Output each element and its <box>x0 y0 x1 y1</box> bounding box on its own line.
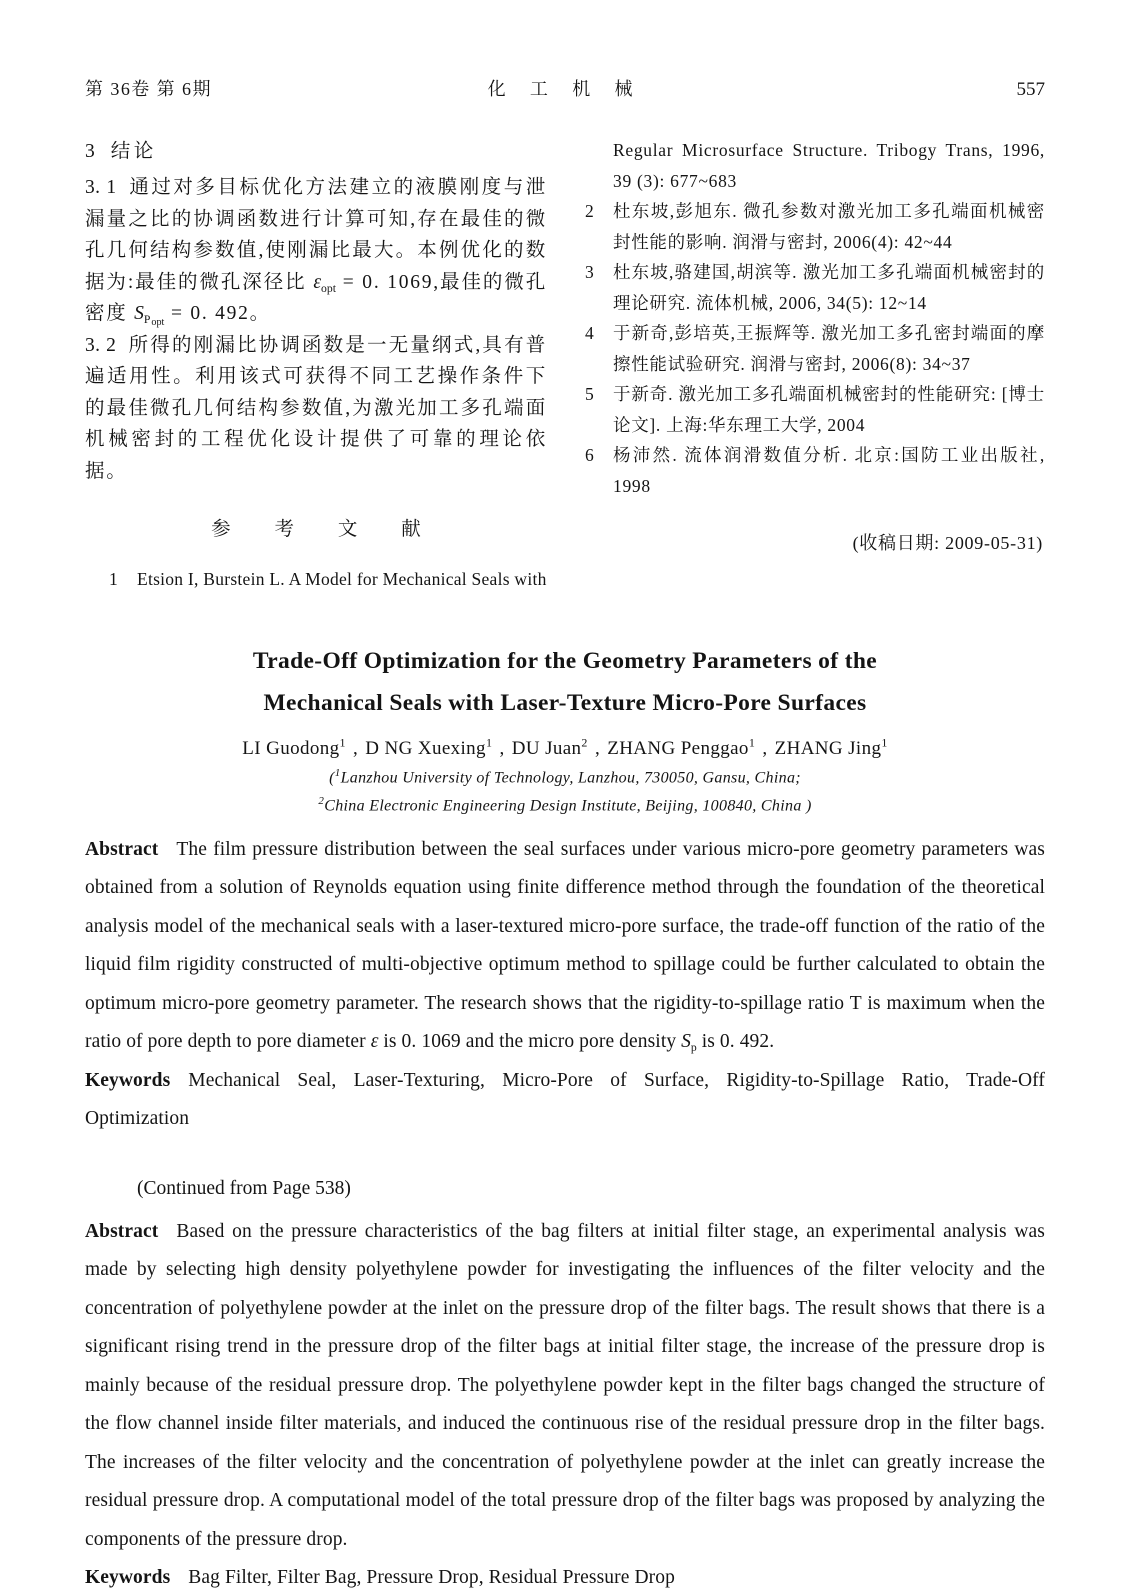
author-separator: , <box>589 738 606 760</box>
keywords-text: Bag Filter, Filter Bag, Pressure Drop, Residual Pressure Drop <box>188 1567 675 1588</box>
density-subscript: p <box>690 1041 697 1055</box>
conclusion-heading <box>85 135 547 163</box>
author-4 <box>607 738 755 759</box>
epsilon-symbol: ε <box>313 271 322 293</box>
abstract-text: The film pressure distribution between the seal surfaces under various micro-pore geometry parameters was obtained from a solution of Reynolds equation using finite difference method through the foundation of the theoretical analysis model of the mechanical seals with a laser-textured micro-pore surface, the trade-off function of the ratio of the liquid film rigidity constructed of multi-objective optimum method to spillage could be further calculated to obtain the optimum micro-pore geometry parameter. The research shows that the rigidity-to-spillage ratio T is maximum when the ratio of pore depth to pore diameter <box>85 838 1045 1053</box>
conclusion-heading-number: 3 <box>85 141 95 162</box>
reference-item-4 <box>583 318 1045 379</box>
abstract-label: Abstract <box>85 1220 159 1242</box>
received-date: (收稿日期: 2009-05-31) <box>852 533 1043 553</box>
reference-item-5 <box>583 379 1045 440</box>
journal-name: 化 工 机 械 <box>487 79 643 99</box>
article-title-line-1: Trade-Off Optimization for the Geometry Parameters of the <box>252 648 878 674</box>
author-separator: , <box>347 738 364 760</box>
article-title <box>85 640 1045 724</box>
paragraph-number: 3. 1 <box>85 177 117 198</box>
author-affiliation-mark: 1 <box>485 736 493 750</box>
reference-item-3 <box>583 257 1045 318</box>
reference-number: 2 <box>585 201 594 221</box>
epsilon-symbol: ε <box>370 1031 379 1053</box>
author-2 <box>365 738 492 759</box>
abstract-paragraph <box>85 831 1045 1062</box>
english-article-block <box>85 640 1045 1139</box>
reference-text: 杨沛然. 流体润滑数值分析. 北京:国防工业出版社, 1998 <box>613 445 1045 496</box>
affiliation-mark: 1 <box>334 767 341 780</box>
author-3 <box>512 738 588 759</box>
keywords-label: Keywords <box>85 1069 171 1091</box>
author-name: ZHANG Penggao <box>607 738 749 760</box>
affiliation-mark: 2 <box>318 794 325 807</box>
pore-density-symbol: S <box>134 303 144 324</box>
author-name: LI Guodong <box>242 738 340 760</box>
reference-number: 6 <box>585 445 594 465</box>
abstract-text: is 0. 1069 and the micro pore density <box>378 1031 682 1053</box>
paragraph-text: 所得的刚漏比协调函数是一无量纲式,具有普遍适用性。利用该式可获得不同工艺操作条件下的最佳微孔几何结构参数值,为激光加工多孔端面机械密封的工程优化设计提供了可靠的理论依据。 <box>85 334 547 482</box>
continued-abstract-paragraph <box>85 1213 1045 1560</box>
author-affiliation-mark: 1 <box>881 736 888 750</box>
left-column <box>85 135 547 594</box>
pore-density-symbol: S <box>681 1031 691 1053</box>
continued-note: (Continued from Page 538) <box>137 1177 351 1199</box>
references-heading: 参 考 文 献 <box>211 519 441 540</box>
density-subscript: P <box>143 313 151 327</box>
continued-article-block <box>85 1173 1045 1588</box>
conclusion-paragraph-1 <box>85 172 547 330</box>
affiliation-1 <box>85 767 1045 787</box>
abstract-text: is 0. 492. <box>696 1031 775 1053</box>
author-name: DU Juan <box>511 738 582 760</box>
reference-item-6 <box>583 440 1045 501</box>
author-affiliation-mark: 1 <box>339 736 346 750</box>
author-affiliation-mark: 1 <box>748 736 756 750</box>
author-separator: , <box>757 738 773 760</box>
keywords-paragraph <box>85 1062 1045 1139</box>
reference-item-1 <box>85 565 547 594</box>
abstract-text: Based on the pressure characteristics of the bag filters at initial filter stage, an experimental analysis was made by selecting high density polyethylene powder for investigating the influences of the filter velocity and the concentration of polyethylene powder at the inlet on the pressure drop of the filter bags. The result shows that there is a significant rising trend in the pressure drop of the filter bags at initial filter stage, the increase of the pressure drop is mainly because of the residual pressure drop. The polyethylene powder kept in the filter bags changed the structure of the flow channel inside filter materials, and induced the continuous rise of the residual pressure drop in the filter bags. The increases of the filter velocity and the concentration of polyethylene powder at the inlet can greatly increase the residual pressure drop. A computational model of the total pressure drop of the filter bags was proposed by analyzing the components of the pressure drop. <box>85 1220 1045 1550</box>
page-number: 557 <box>1016 79 1045 100</box>
affiliation-text: China Electronic Engineering Design Institute, Beijing, 100840, China ) <box>324 796 812 814</box>
reference-text: 于新奇. 激光加工多孔端面机械密封的性能研究: [博士论文]. 上海:华东理工大学, 2004 <box>613 384 1045 435</box>
reference-number: 4 <box>585 323 594 343</box>
continued-keywords-paragraph <box>85 1559 1045 1588</box>
reference-item-2 <box>583 196 1045 257</box>
paragraph-text: = 0. 492。 <box>164 303 271 324</box>
reference-number: 1 <box>109 569 119 589</box>
keywords-text: Mechanical Seal, Laser-Texturing, Micro-Pore of Surface, Rigidity-to-Spillage Ratio, Trade-Off Optimization <box>85 1069 1045 1130</box>
running-head <box>85 78 1045 101</box>
paragraph-text: 通过对多目标优化方法建立的液膜刚度与泄漏量之比的协调函数进行计算可知,存在最佳的微孔几何结构参数值,使刚漏比最大。本例优化的数据为:最佳的微孔深径比 <box>85 177 547 293</box>
author-1 <box>242 738 346 759</box>
author-name: D NG Xuexing <box>365 738 486 760</box>
author-affiliation-mark: 2 <box>581 736 588 750</box>
author-name: ZHANG Jing <box>774 738 882 760</box>
paragraph-number: 3. 2 <box>85 334 117 356</box>
reference-text: Regular Microsurface Structure. Tribogy Trans, 1996, 39 (3): 677~683 <box>613 140 1045 191</box>
conclusion-heading-text: 结论 <box>110 141 157 162</box>
author-list <box>85 736 1045 760</box>
reference-text: 于新奇,彭培英,王振辉等. 激光加工多孔密封端面的摩擦性能试验研究. 润滑与密封, 2006(8): 34~37 <box>613 323 1045 374</box>
author-5 <box>775 738 888 759</box>
conclusion-paragraph-2 <box>85 330 547 488</box>
affiliation-open-paren: ( <box>329 769 335 787</box>
reference-text: 杜东坡,骆建国,胡滨等. 激光加工多孔端面机械密封的理论研究. 流体机械, 2006, 34(5): 12~14 <box>613 262 1045 313</box>
reference-text: Etsion I, Burstein L. A Model for Mechanical Seals with <box>137 569 547 589</box>
paragraph-text: = 0. 1069,最佳的微孔密度 <box>85 271 547 324</box>
two-column-section <box>85 135 1045 594</box>
right-column <box>583 135 1045 594</box>
abstract-label: Abstract <box>85 838 159 860</box>
article-title-line-2: Mechanical Seals with Laser-Texture Micro-Pore Surfaces <box>263 690 867 716</box>
author-separator: , <box>494 738 510 760</box>
issue-info: 第 36卷 第 6期 <box>85 79 212 99</box>
reference-item-1-continuation <box>583 135 1045 196</box>
keywords-label: Keywords <box>85 1567 171 1588</box>
affiliation-text: Lanzhou University of Technology, Lanzhou, 730050, Gansu, China; <box>340 769 801 787</box>
affiliation-2 <box>85 795 1045 815</box>
reference-number: 5 <box>585 384 594 404</box>
reference-number: 3 <box>585 262 594 282</box>
epsilon-subscript: opt <box>321 281 336 295</box>
density-subsubscript: opt <box>151 317 165 329</box>
reference-text: 杜东坡,彭旭东. 微孔参数对激光加工多孔端面机械密封性能的影响. 润滑与密封, 2006(4): 42~44 <box>613 201 1045 252</box>
